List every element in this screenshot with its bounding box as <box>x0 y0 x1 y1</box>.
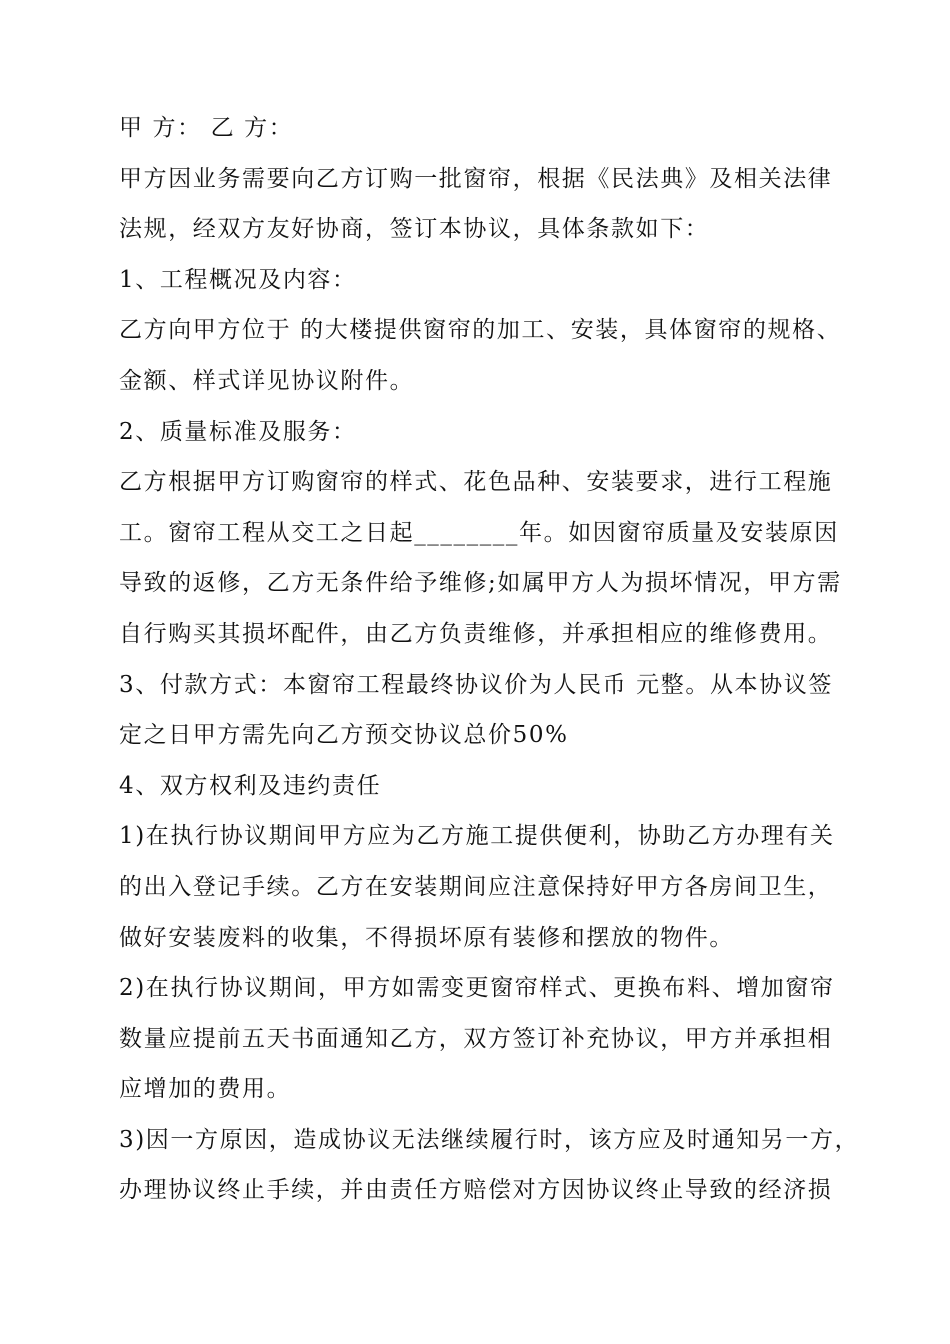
clause-1-line-2: 的出入登记手续。乙方在安装期间应注意保持好甲方各房间卫生， <box>119 873 833 900</box>
section-2-line-1: 乙方根据甲方订购窗帘的样式、花色品种、安装要求，进行工程施 <box>119 469 833 496</box>
intro-line-2: 法规，经双方友好协商，签订本协议，具体条款如下： <box>119 216 710 243</box>
section-2-line-4: 自行购买其损坏配件，由乙方负责维修，并承担相应的维修费用。 <box>119 620 833 647</box>
section-3-line-1: 3、付款方式：本窗帘工程最终协议价为人民币 元整。从本协议签 <box>119 671 833 698</box>
section-2-line-3: 导致的返修，乙方无条件给予维修;如属甲方人为损坏情况，甲方需 <box>119 570 842 597</box>
clause-1-line-3: 做好安装废料的收集，不得损坏原有装修和摆放的物件。 <box>119 924 734 951</box>
section-1-line-2: 金额、样式详见协议附件。 <box>119 367 415 394</box>
document-body <box>119 103 860 1216</box>
clause-3-line-2: 办理协议终止手续，并由责任方赔偿对方因协议终止导致的经济损 <box>119 1177 833 1204</box>
intro-line-1: 甲方因业务需要向乙方订购一批窗帘，根据《民法典》及相关法律 <box>119 165 833 192</box>
clause-2-line-3: 应增加的费用。 <box>119 1076 292 1103</box>
clause-2-line-1: 2)在执行协议期间，甲方如需变更窗帘样式、更换布料、增加窗帘 <box>119 975 835 1002</box>
section-2-heading: 2、质量标准及服务： <box>119 418 357 445</box>
section-1-heading: 1、工程概况及内容： <box>119 266 357 293</box>
clause-3-line-1: 3)因一方原因，造成协议无法继续履行时，该方应及时通知另一方， <box>119 1126 860 1153</box>
section-3-line-2: 定之日甲方需先向乙方预交协议总价50% <box>119 722 569 749</box>
clause-2-line-2: 数量应提前五天书面通知乙方，双方签订补充协议，甲方并承担相 <box>119 1025 833 1052</box>
clause-1-line-1: 1)在执行协议期间甲方应为乙方施工提供便利，协助乙方办理有关 <box>119 823 835 850</box>
party-line: 甲 方： 乙 方： <box>119 115 294 141</box>
section-2-line-2: 工。窗帘工程从交工之日起________年。如因窗帘质量及安装原因 <box>119 519 839 546</box>
section-4-heading: 4、双方权利及违约责任 <box>119 772 382 799</box>
section-1-line-1: 乙方向甲方位于 的大楼提供窗帘的加工、安装，具体窗帘的规格、 <box>119 317 842 344</box>
